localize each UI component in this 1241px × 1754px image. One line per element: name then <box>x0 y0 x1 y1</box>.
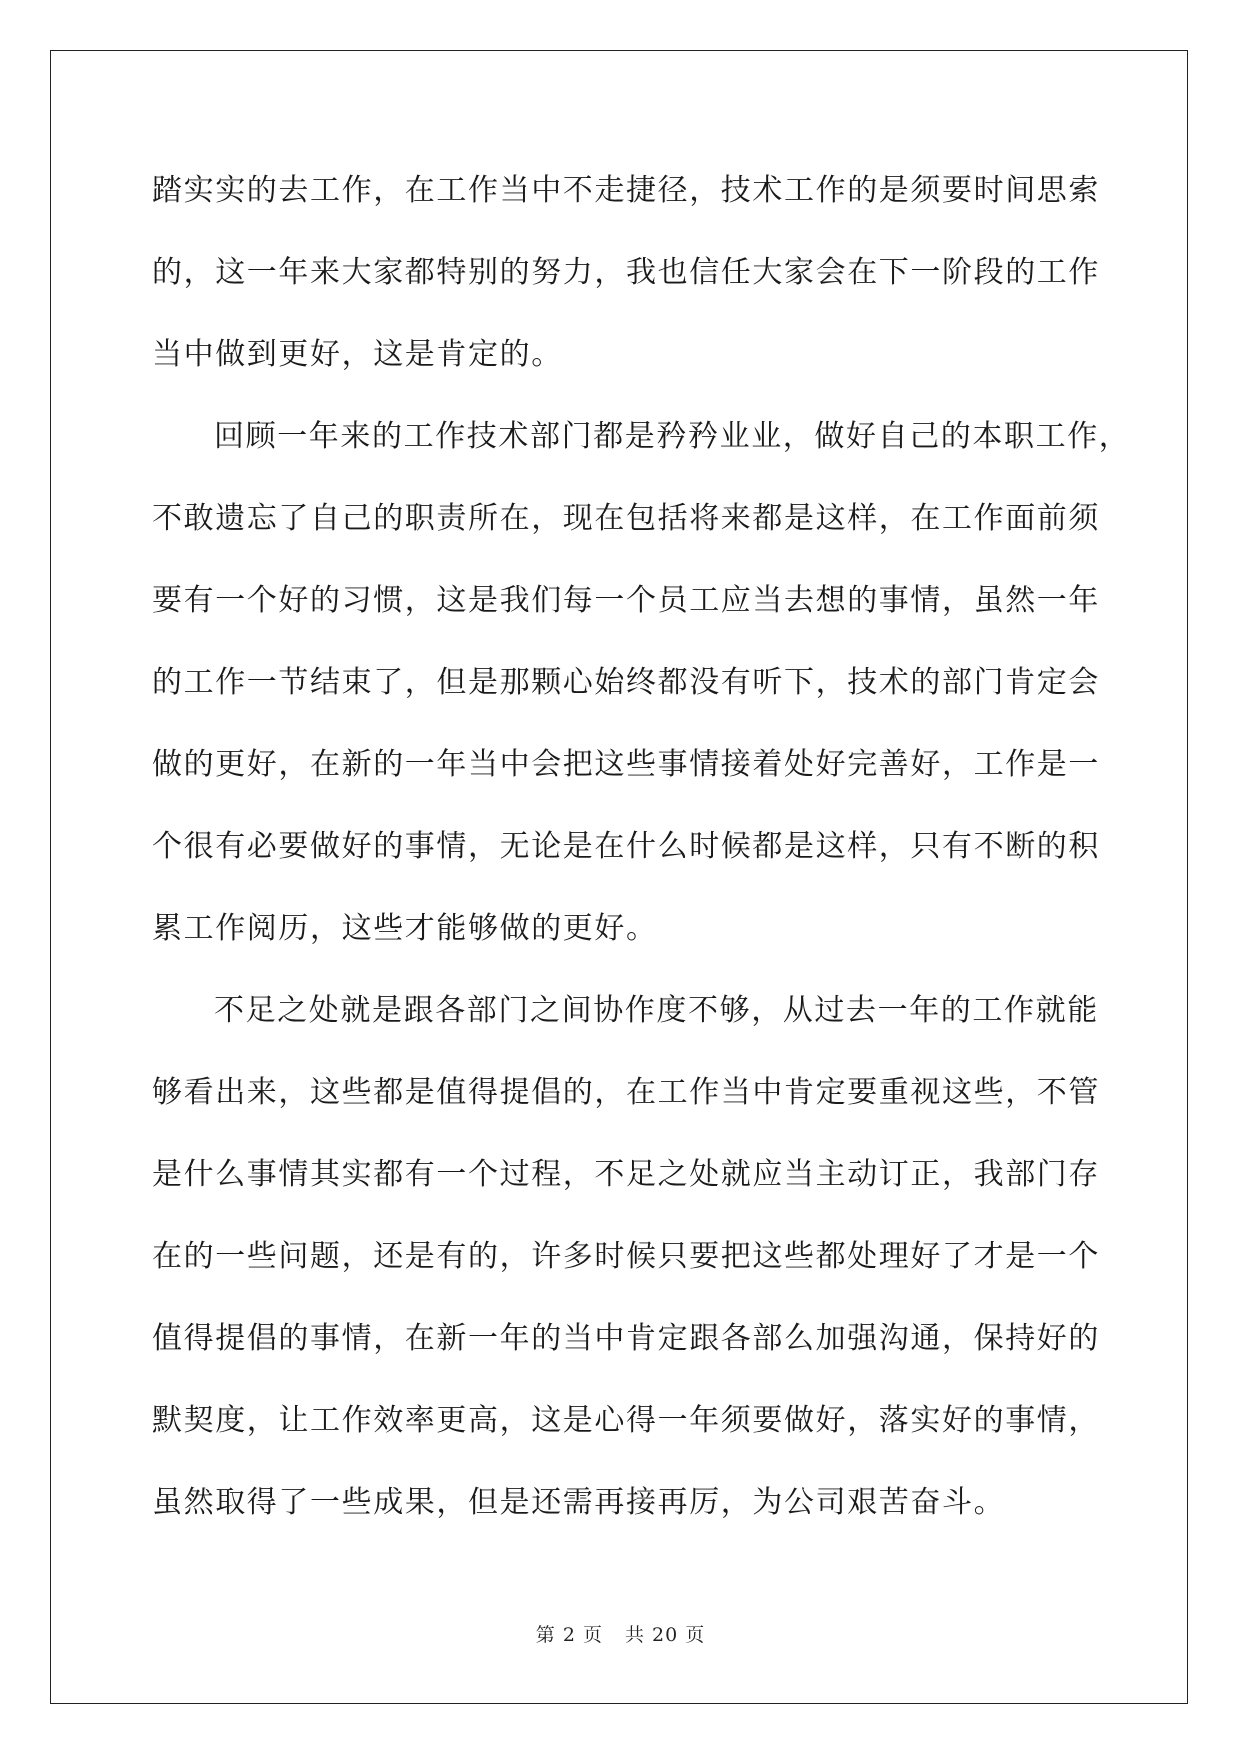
text-line: 做的更好，在新的一年当中会把这些事情接着处好完善好，工作是一 <box>152 747 1100 782</box>
text-line: 不敢遗忘了自己的职责所在，现在包括将来都是这样，在工作面前须 <box>152 501 1100 536</box>
text-line: 的，这一年来大家都特别的努力，我也信任大家会在下一阶段的工作 <box>152 255 1100 290</box>
text-line: 累工作阅历，这些才能够做的更好。 <box>152 911 658 946</box>
text-line: 踏实实的去工作，在工作当中不走捷径，技术工作的是须要时间思索 <box>152 173 1100 208</box>
page-footer <box>0 1620 1241 1647</box>
text-line: 个很有必要做好的事情，无论是在什么时候都是这样，只有不断的积 <box>152 829 1100 864</box>
text-line: 要有一个好的习惯，这是我们每一个员工应当去想的事情，虽然一年 <box>152 583 1100 618</box>
page-total: 共 20 页 <box>624 1624 706 1646</box>
text-line: 的工作一节结束了，但是那颗心始终都没有听下，技术的部门肯定会 <box>152 665 1100 700</box>
text-line: 当中做到更好，这是肯定的。 <box>152 337 563 372</box>
page-number: 第 2 页 <box>535 1624 603 1646</box>
paragraph-first-line: 不足之处就是跟各部门之间协作度不够，从过去一年的工作就能 <box>214 993 1099 1028</box>
text-line: 虽然取得了一些成果，但是还需再接再厉，为公司艰苦奋斗。 <box>152 1485 1006 1520</box>
document-body <box>152 150 1131 1544</box>
text-line: 默契度，让工作效率更高，这是心得一年须要做好，落实好的事情， <box>152 1403 1100 1438</box>
text-line: 在的一些问题，还是有的，许多时候只要把这些都处理好了才是一个 <box>152 1239 1100 1274</box>
paragraph-first-line: 回顾一年来的工作技术部门都是矜矜业业，做好自己的本职工作， <box>214 419 1131 454</box>
text-line: 是什么事情其实都有一个过程，不足之处就应当主动订正，我部门存 <box>152 1157 1100 1192</box>
text-line: 值得提倡的事情，在新一年的当中肯定跟各部么加强沟通，保持好的 <box>152 1321 1100 1356</box>
text-line: 够看出来，这些都是值得提倡的，在工作当中肯定要重视这些，不管 <box>152 1075 1100 1110</box>
